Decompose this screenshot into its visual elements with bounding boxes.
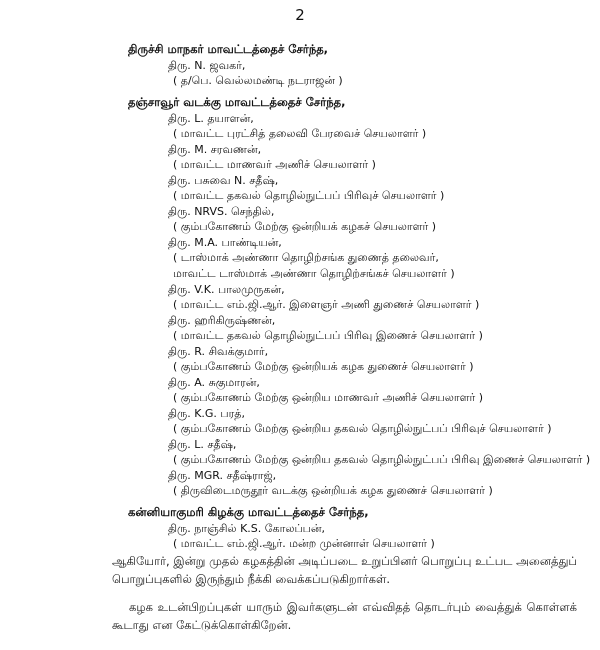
member-name: திரு. M.A. பாண்டியன், bbox=[168, 236, 282, 249]
member-role: ( மாவட்ட தகவல் தொழில்நுட்பப் பிரிவு இணைச் செயலாளர் ) bbox=[173, 329, 483, 342]
page-number: 2 bbox=[295, 6, 305, 24]
district-section bbox=[0, 93, 600, 499]
member-entry bbox=[168, 282, 600, 313]
member-entry bbox=[168, 375, 600, 406]
member-entry bbox=[168, 344, 600, 375]
member-name: திரு. ஹரிகிருஷ்ணன், bbox=[168, 314, 276, 327]
member-name: திரு. நாஞ்சில் K.S. கோலப்பன், bbox=[168, 522, 326, 535]
member-role: ( மாவட்ட மாணவர் அணிச் செயலாளர் ) bbox=[173, 158, 376, 171]
member-name: திரு. L. தயாளன், bbox=[168, 112, 254, 125]
district-heading: திருச்சி மாநகர் மாவட்டத்தைச் சேர்ந்த, bbox=[128, 42, 329, 56]
district-section bbox=[0, 40, 600, 89]
member-entry bbox=[168, 111, 600, 142]
member-entry bbox=[168, 521, 600, 552]
member-entry bbox=[168, 406, 600, 437]
member-role: ( மாவட்ட தகவல் தொழில்நுட்பப் பிரிவுச் செயலாளர் ) bbox=[173, 189, 445, 202]
document-body bbox=[0, 40, 600, 634]
member-entry bbox=[168, 235, 600, 282]
appeal-statement: கழக உடன்பிறப்புகள் யாரும் இவர்களுடன் எவ்விதத் தொடர்பும் வைத்துக் கொள்ளக் கூடாது என கேட்டுக்கொள்கிறேன். bbox=[112, 600, 577, 632]
member-entry bbox=[168, 468, 600, 499]
district-section bbox=[0, 503, 600, 552]
member-role: ( த/பெ. வெல்லமண்டி நடராஜன் ) bbox=[173, 74, 343, 87]
member-role: ( மாவட்ட புரட்சித் தலைவி பேரவைச் செயலாளர் ) bbox=[173, 127, 427, 140]
member-entry bbox=[168, 142, 600, 173]
member-role: ( மாவட்ட எம்.ஜி.ஆர். மன்ற முன்னாள் செயலாளர் ) bbox=[173, 537, 435, 550]
member-name: திரு. NRVS. செந்தில், bbox=[168, 205, 275, 218]
member-entry bbox=[168, 204, 600, 235]
removal-statement: ஆகியோர், இன்று முதல் கழகத்தின் அடிப்படை உறுப்பினர் பொறுப்பு உட்பட அனைத்துப் பொறுப்புகளில் இருந்தும் நீக்கி வைக்கப்படுகிறார்கள். bbox=[112, 554, 577, 586]
member-name: திரு. V.K. பாலமுருகன், bbox=[168, 283, 285, 296]
member-role: ( கும்பகோணம் மேற்கு ஒன்றியக் கழக துணைச் செயலாளர் ) bbox=[173, 360, 474, 373]
member-name: திரு. பசுவை N. சதீஷ், bbox=[168, 174, 279, 187]
member-role: ( திருவிடைமருதூர் வடக்கு ஒன்றியக் கழக துணைச் செயலாளர் ) bbox=[173, 484, 493, 497]
member-role: ( கும்பகோணம் மேற்கு ஒன்றிய மாணவர் அணிச் செயலாளர் ) bbox=[173, 391, 484, 404]
district-heading: தஞ்சாவூர் வடக்கு மாவட்டத்தைச் சேர்ந்த, bbox=[128, 95, 346, 109]
member-entry bbox=[168, 58, 600, 89]
member-role: ( டாஸ்மாக் அண்ணா தொழிற்சங்க துணைத் தலைவர், மாவட்ட டாஸ்மாக் அண்ணா தொழிற்சங்கச் செயலாளர் ) bbox=[173, 251, 455, 280]
member-entry bbox=[168, 313, 600, 344]
member-name: திரு. M. சரவணன், bbox=[168, 143, 262, 156]
member-name: திரு. K.G. பரத், bbox=[168, 407, 245, 420]
member-name: திரு. L. சதீஷ், bbox=[168, 438, 237, 451]
member-name: திரு. R. சிவக்குமார், bbox=[168, 345, 269, 358]
member-name: திரு. N. ஜவகர், bbox=[168, 59, 246, 72]
member-entry bbox=[168, 437, 600, 468]
member-role: ( மாவட்ட எம்.ஜி.ஆர். இளைஞர் அணி துணைச் செயலாளர் ) bbox=[173, 298, 480, 311]
member-role: ( கும்பகோணம் மேற்கு ஒன்றிய தகவல் தொழில்நுட்பப் பிரிவு இணைச் செயலாளர் ) bbox=[173, 453, 591, 466]
member-name: திரு. MGR. சதீஷ்ராஜ், bbox=[168, 469, 277, 482]
member-name: திரு. A. சுகுமாரன், bbox=[168, 376, 260, 389]
member-entry bbox=[168, 173, 600, 204]
member-role: ( கும்பகோணம் மேற்கு ஒன்றியக் கழகச் செயலாளர் ) bbox=[173, 220, 437, 233]
district-heading: கன்னியாகுமரி கிழக்கு மாவட்டத்தைச் சேர்ந்த, bbox=[128, 505, 369, 519]
member-role: ( கும்பகோணம் மேற்கு ஒன்றிய தகவல் தொழில்நுட்பப் பிரிவுச் செயலாளர் ) bbox=[173, 422, 552, 435]
